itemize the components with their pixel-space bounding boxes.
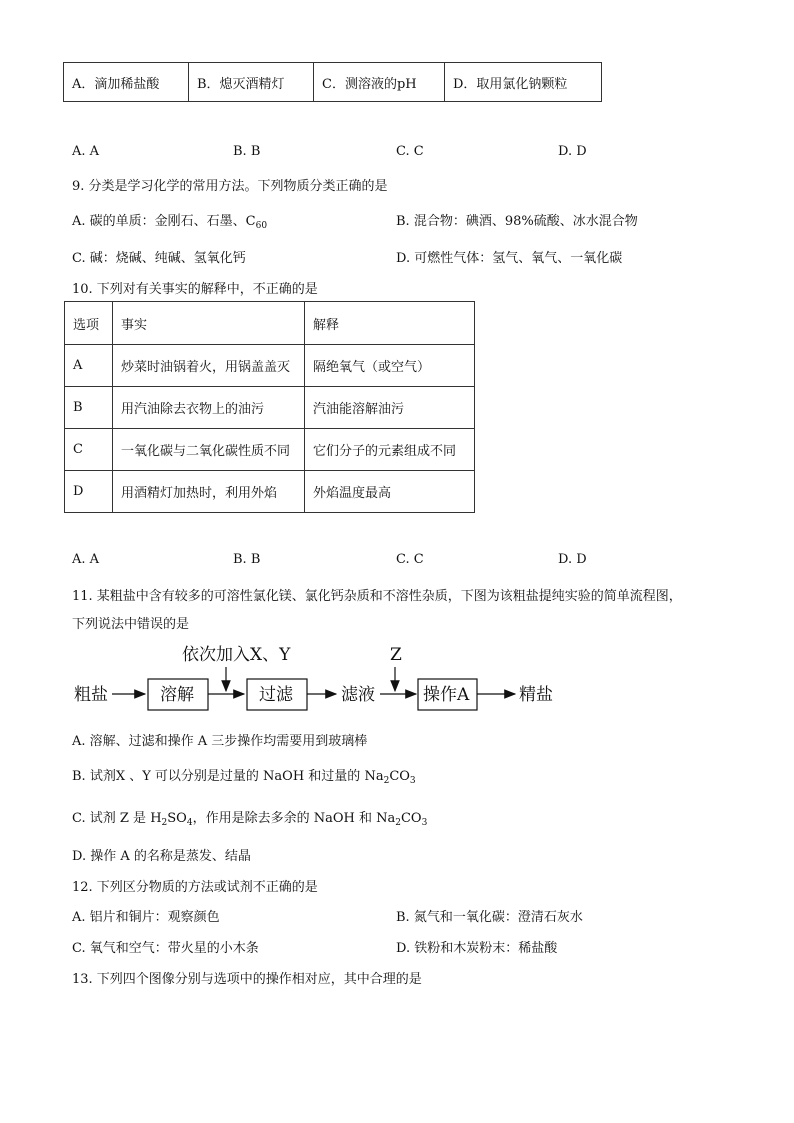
q10-answer-a: A. A [72,552,100,567]
flow-filter-label: 过滤 [259,685,293,705]
q13-stem: 13. 下列四个图像分别与选项中的操作相对应，其中合理的是 [72,972,422,987]
q8-option-b: B．熄灭酒精灯 [189,63,314,102]
flow-crude-salt: 粗盐 [74,685,108,705]
q8-option-c: C．测溶液的pH [314,63,445,102]
q12-option-d: D. 铁粉和木炭粉末：稀盐酸 [396,941,558,956]
q11-option-c-text-2: ，作用是除去多余的 NaOH 和 [192,811,377,826]
q9-option-a-sub: 60 [255,221,268,231]
q10-header-option: 选项 [65,302,113,345]
q8-options-table [63,62,602,102]
q8-answer-c: C. C [396,144,424,159]
q11-option-a: A. 溶解、过滤和操作 A 三步操作均需要用到玻璃棒 [72,734,368,749]
q10-row-b-explanation: 汽油能溶解油污 [305,387,475,429]
q12-option-b: B. 氮气和一氧化碳：澄清石灰水 [396,910,583,925]
q11-option-b-formula: $Na_2CO_3$ [364,769,416,786]
q9-option-a [72,210,267,229]
q11-flow-diagram [0,642,794,722]
table-row [65,471,475,513]
flow-refined-salt: 精盐 [519,685,553,705]
q8-answer-b: B. B [233,144,261,159]
q10-row-a-option: A [65,345,113,387]
q12-option-a: A. 铝片和铜片：观察颜色 [72,910,220,925]
q10-row-d-option: D [65,471,113,513]
table-row [65,345,475,387]
q11-option-b [72,765,416,784]
q12-stem: 12. 下列区分物质的方法或试剂不正确的是 [72,880,318,895]
flow-add-xy-label: 依次加入X、Y [182,645,291,665]
q9-stem: 9. 分类是学习化学的常用方法。下列物质分类正确的是 [72,179,388,194]
q10-stem: 10. 下列对有关事实的解释中，不正确的是 [72,282,318,297]
q9-option-c: C. 碱：烧碱、纯碱、氢氧化钙 [72,251,246,266]
q8-option-d: D．取用氯化钠颗粒 [445,63,602,102]
q11-option-c-na2co3: $Na_2CO_3$ [376,811,428,828]
q11-option-c-text: C. 试剂 Z 是 [72,811,151,826]
q10-row-d-fact: 用酒精灯加热时，利用外焰 [113,471,305,513]
q10-row-a-fact: 炒菜时油锅着火，用锅盖盖灭 [113,345,305,387]
q11-option-b-text: B. 试剂X 、Y 可以分别是过量的 NaOH 和过量的 [72,769,365,784]
q8-answer-d: D. D [558,144,587,159]
q10-answer-c: C. C [396,552,424,567]
q10-row-a-explanation: 隔绝氧气（或空气） [305,345,475,387]
q10-header-fact: 事实 [113,302,305,345]
q11-option-d: D. 操作 A 的名称是蒸发、结晶 [72,849,251,864]
q10-row-d-explanation: 外焰温度最高 [305,471,475,513]
q8-answer-a: A. A [72,144,100,159]
q10-row-c-option: C [65,429,113,471]
q11-option-c-h2so4: $H_2SO_4$ [150,811,193,828]
q12-option-c: C. 氧气和空气：带火星的小木条 [72,941,259,956]
q10-row-c-explanation: 它们分子的元素组成不同 [305,429,475,471]
flow-filtrate-label: 滤液 [341,685,375,705]
q10-answer-b: B. B [233,552,261,567]
q9-option-a-text: A. 碳的单质：金刚石、石墨、C [72,214,256,229]
flow-dissolve-label: 溶解 [160,685,194,705]
q10-row-b-option: B [65,387,113,429]
q10-header-explanation: 解释 [305,302,475,345]
q11-stem-line1: 11. 某粗盐中含有较多的可溶性氯化镁、氯化钙杂质和不溶性杂质，下图为该粗盐提纯实验的简单流程图， [72,589,682,604]
q9-option-b: B. 混合物：碘酒、98%硫酸、冰水混合物 [396,214,638,229]
q10-answer-d: D. D [558,552,587,567]
flow-operation-label: 操作A [423,685,470,705]
table-row [65,429,475,471]
q11-stem-line2: 下列说法中错误的是 [72,617,190,632]
table-row [65,387,475,429]
q10-table [64,301,475,513]
q10-row-c-fact: 一氧化碳与二氧化碳性质不同 [113,429,305,471]
q11-option-c [72,807,427,826]
q10-row-b-fact: 用汽油除去衣物上的油污 [113,387,305,429]
q9-option-d: D. 可燃性气体：氢气、氧气、一氧化碳 [396,251,623,266]
q8-option-a: A．滴加稀盐酸 [64,63,189,102]
flow-add-z-label: Z [390,645,402,665]
